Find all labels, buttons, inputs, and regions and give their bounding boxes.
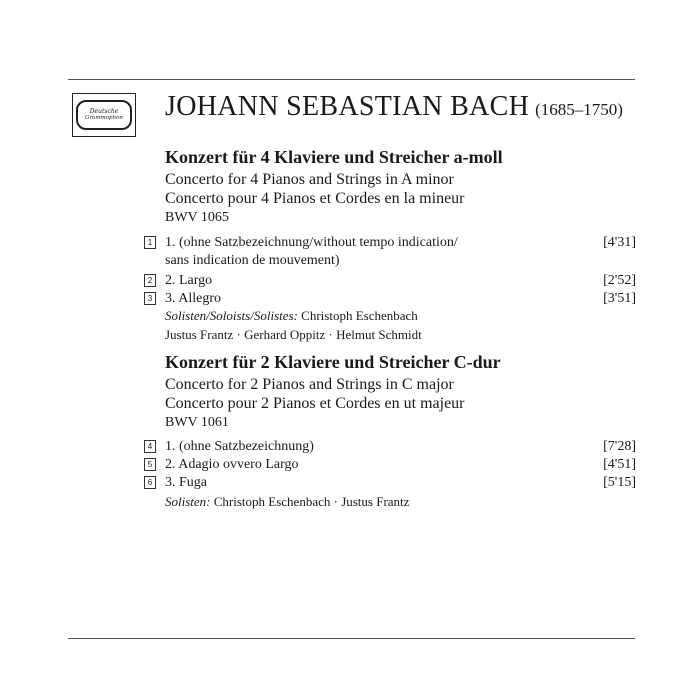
soloists-line-1 [165,306,422,325]
track-number-box: 4 [144,440,156,453]
work-title-english: Concerto for 4 Pianos and Strings in A minor [165,171,454,188]
track-number-box: 1 [144,236,156,249]
track-title-cont: sans indication de mouvement) [165,253,340,268]
soloists-line-2: Justus Frantz · Gerhard Oppitz · Helmut Schmidt [165,327,422,342]
track-title: 2. Largo [165,273,213,288]
track-title: 2. Adagio ovvero Largo [165,457,299,472]
work-catalog-number: BWV 1065 [165,210,229,225]
track-number-box: 6 [144,476,156,489]
composer-dates: (1685–1750) [535,100,623,119]
track-duration: [4'31] [603,235,636,250]
track-duration: [4'51] [603,457,636,472]
work-1-header [165,146,503,227]
track-title: 1. (ohne Satzbezeichnung) [165,439,314,454]
track-number-box: 5 [144,458,156,471]
work-2-header [165,351,501,432]
work-title: Konzert für 2 Klaviere und Streicher C-dur [165,352,501,372]
work-1-track-list [144,234,636,308]
track-title: 1. (ohne Satzbezeichnung/without tempo indication/ [165,235,458,250]
track-row [144,234,636,252]
track-row [144,474,636,492]
track-duration: [5'15] [603,475,636,490]
track-title: 3. Fuga [165,475,207,490]
work-2-track-list [144,438,636,492]
track-duration: [3'51] [603,291,636,306]
logo-text-line2: Grammophon [85,115,123,121]
work-1-soloists [165,306,422,344]
track-number-box: 3 [144,292,156,305]
soloists-label: Solisten: [165,494,211,509]
top-rule [68,79,635,80]
track-duration: [7'28] [603,439,636,454]
track-number-box: 2 [144,274,156,287]
work-title-french: Concerto pour 4 Pianos et Cordes en la mineur [165,190,465,207]
track-row [144,456,636,474]
logo-cartouche [76,100,132,130]
composer-heading [165,91,623,123]
work-title-english: Concerto for 2 Pianos and Strings in C major [165,376,454,393]
soloists-names: Christoph Eschenbach · Justus Frantz [213,494,410,509]
bottom-rule [68,638,635,639]
work-catalog-number: BWV 1061 [165,415,229,430]
composer-name: JOHANN SEBASTIAN BACH [165,91,530,122]
track-duration: [2'52] [603,273,636,288]
soloists-label: Solisten/Soloists/Solistes: [165,308,298,323]
track-row [144,438,636,456]
soloists-line-1 [165,492,409,511]
soloists-names: Christoph Eschenbach [301,308,418,323]
track-title: 3. Allegro [165,291,221,306]
work-2-soloists [165,492,409,511]
work-title-french: Concerto pour 2 Pianos et Cordes en ut majeur [165,395,465,412]
track-title-continuation [144,252,636,270]
work-title: Konzert für 4 Klaviere und Streicher a-moll [165,147,503,167]
deutsche-grammophon-logo [72,93,136,137]
logo-text-line1: Deutsche [89,108,119,115]
track-row [144,272,636,290]
